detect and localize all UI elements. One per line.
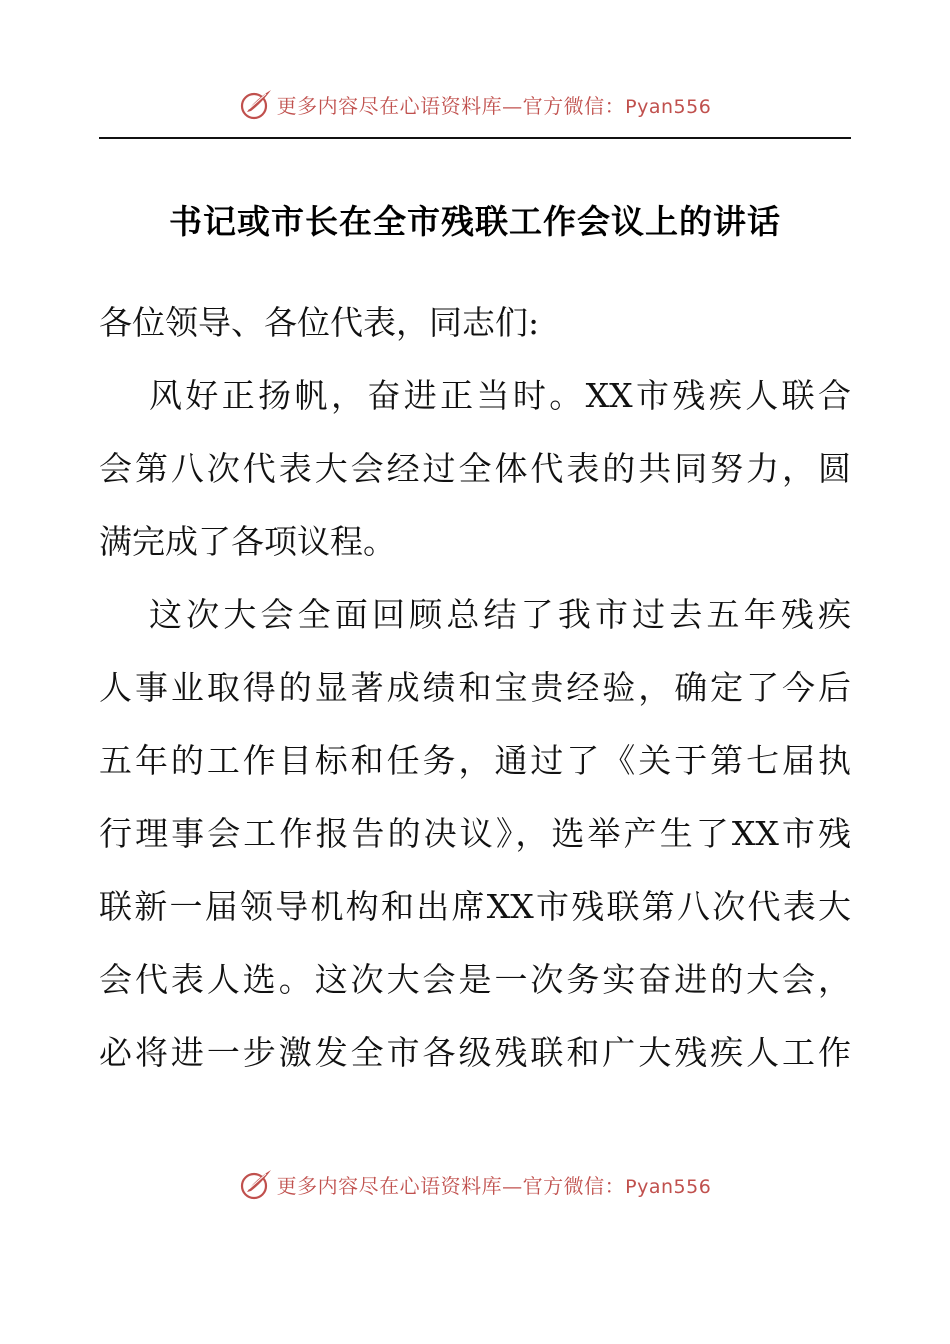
header-banner bbox=[0, 84, 950, 124]
footer-wechat-id: Pyan556 bbox=[625, 1175, 712, 1198]
body-line: 会代表人选。这次大会是一次务实奋进的大会， bbox=[99, 960, 851, 999]
body-line: 风好正扬帆，奋进正当时。XX市残疾人联合 bbox=[149, 376, 851, 415]
body-line: 会第八次代表大会经过全体代表的共同努力，圆 bbox=[99, 449, 851, 488]
quill-logo-icon bbox=[239, 1167, 273, 1201]
body-line: 各位领导、各位代表，同志们: bbox=[99, 303, 540, 342]
footer-banner bbox=[0, 1164, 950, 1204]
document-title: 书记或市长在全市残联工作会议上的讲话 bbox=[169, 202, 781, 241]
quill-logo-icon bbox=[239, 87, 273, 121]
body-line: 必将进一步激发全市各级残联和广大残疾人工作 bbox=[99, 1033, 851, 1072]
header-banner-text: 更多内容尽在心语资料库—官方微信： bbox=[276, 93, 626, 118]
body-line: 联新一届领导机构和出席XX市残联第八次代表大 bbox=[99, 887, 851, 926]
body-line: 人事业取得的显著成绩和宝贵经验，确定了今后 bbox=[99, 668, 851, 707]
header-divider bbox=[99, 137, 851, 139]
footer-banner-text: 更多内容尽在心语资料库—官方微信： bbox=[276, 1173, 626, 1198]
body-line: 这次大会全面回顾总结了我市过去五年残疾 bbox=[149, 595, 851, 634]
document-body bbox=[99, 286, 851, 1089]
header-wechat-id: Pyan556 bbox=[625, 95, 712, 118]
body-line: 行理事会工作报告的决议》，选举产生了XX市残 bbox=[99, 814, 851, 853]
body-line: 满完成了各项议程。 bbox=[99, 522, 396, 561]
body-line: 五年的工作目标和任务，通过了《关于第七届执 bbox=[99, 741, 851, 780]
